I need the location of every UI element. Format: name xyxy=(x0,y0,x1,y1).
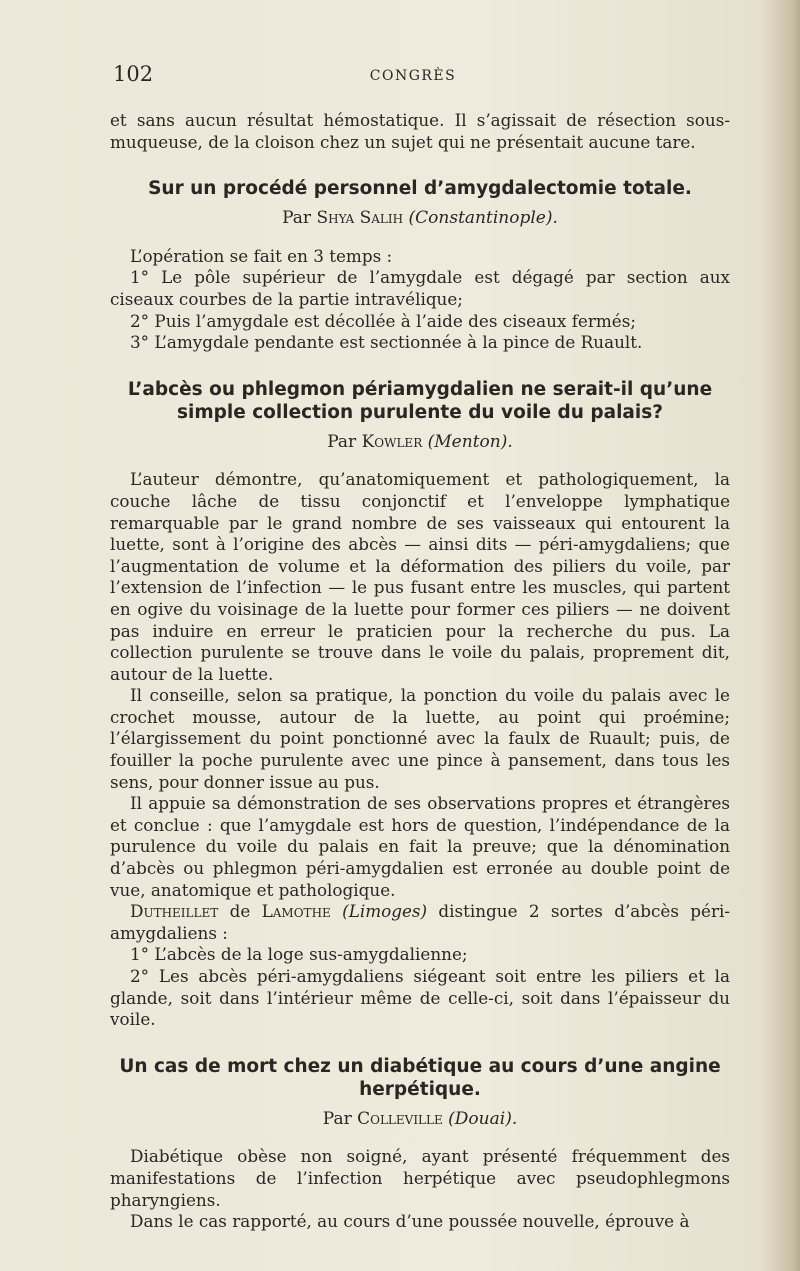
author-place: (Limoges) xyxy=(342,901,428,922)
page-header xyxy=(113,62,713,92)
byline-colleville xyxy=(110,1109,730,1131)
author-place: (Menton). xyxy=(427,431,513,452)
list-item: 2° Les abcès péri-amygdaliens siégeant soit entre les piliers et la glande, soit dans l’intérieur même de celle-ci, soit dans l’épaisseur du voile. xyxy=(110,966,730,1030)
byline-par: Par xyxy=(327,431,357,452)
paragraph: Il appuie sa démonstration de ses observations propres et étrangères et conclue : que l’amygdale est hors de question, l’indépendance de la purulence du voile du palais en fait la preuve; que la dénomination d’abcès ou phlegmon péri-amygdalien est erronée au double point de vue, anatomique et pathologique. xyxy=(110,793,730,900)
byline-kowler xyxy=(110,432,730,454)
list-item: 1° L’abcès de la loge sus-amygdalienne; xyxy=(130,944,468,965)
text-column xyxy=(110,110,730,1233)
author-name: Colleville xyxy=(357,1108,443,1129)
section-title-line: Un cas de mort chez un diabétique au cours d’une angine xyxy=(119,1055,721,1077)
list-item: 2° Puis l’amygdale est décollée à l’aide des ciseaux fermés; xyxy=(130,310,636,331)
paragraph: Il conseille, selon sa pratique, la ponction du voile du palais avec le crochet mousse, autour de la luette, au point qui proémine; l’élargissement du point ponctionné avec la faulx de Ruault; puis, de fouiller la poche purulente avec une pince à pansement, dans tous les sens, pour donner issue au pus. xyxy=(110,685,730,792)
section-title-line: simple collection purulente du voile du palais? xyxy=(177,401,663,423)
list-item: 1° Le pôle supérieur de l’amygdale est dégagé par section aux ciseaux courbes de la partie intravélique; xyxy=(110,267,730,309)
byline-salih xyxy=(110,208,730,230)
paragraph: L’opération se fait en 3 temps : xyxy=(130,245,393,266)
author-place: (Constantinople). xyxy=(408,208,558,229)
author-name: Dutheillet xyxy=(130,901,219,922)
paragraph-text: distingue 2 sortes d’abcès péri-amygdaliens : xyxy=(110,901,731,943)
paragraph: Dans le cas rapporté, au cours d’une poussée nouvelle, éprouve à xyxy=(130,1211,690,1232)
section-title-line: herpétique. xyxy=(359,1078,481,1100)
section-title-diabetique xyxy=(110,1055,730,1101)
intro-paragraph: et sans aucun résultat hémostatique. Il s’agissait de résection sous-muqueuse, de la cloison chez un sujet qui ne présentait aucune tare. xyxy=(110,110,730,152)
running-title: CONGRÈS xyxy=(369,68,457,84)
paragraph-dutheillet xyxy=(110,901,730,944)
particle: de xyxy=(229,901,251,922)
section-title-abces xyxy=(110,378,730,424)
paragraph: Diabétique obèse non soigné, ayant présenté fréquemment des manifestations de l’infection herpétique avec pseudophlegmons pharyngiens. xyxy=(110,1146,730,1210)
byline-par: Par xyxy=(322,1108,352,1129)
author-name: Kowler xyxy=(361,431,423,452)
section-title-line: L’abcès ou phlegmon périamygdalien ne serait-il qu’une xyxy=(127,378,713,400)
list-item: 3° L’amygdale pendante est sectionnée à la pince de Ruault. xyxy=(130,332,643,353)
paragraph: L’auteur démontre, qu’anatomiquement et pathologiquement, la couche lâche de tissu conjonctif et l’enveloppe lymphatique remarquable par le grand nombre de ses vaisseaux qui entourent la luette, sont à l’origine des abcès — ainsi dits — péri-amygdaliens; que l’augmentation de volume et la déformation des piliers du voile, par l’extension de l’infection — le pus fusant entre les muscles, qui partent en ogive du voisinage de la luette pour former ces piliers — ne doivent pas induire en erreur le praticien pour la recherche du pus. La collection purulente se trouve dans le voile du palais, proprement dit, autour de la luette. xyxy=(110,469,730,684)
section-title-amygdalectomie: Sur un procédé personnel d’amygdalectomie totale. xyxy=(148,178,692,200)
author-place: (Douai). xyxy=(448,1108,518,1129)
byline-par: Par xyxy=(282,208,312,229)
author-name: Lamothe xyxy=(261,901,331,922)
page-number: 102 xyxy=(113,62,154,86)
author-name: Shya Salih xyxy=(316,208,404,229)
